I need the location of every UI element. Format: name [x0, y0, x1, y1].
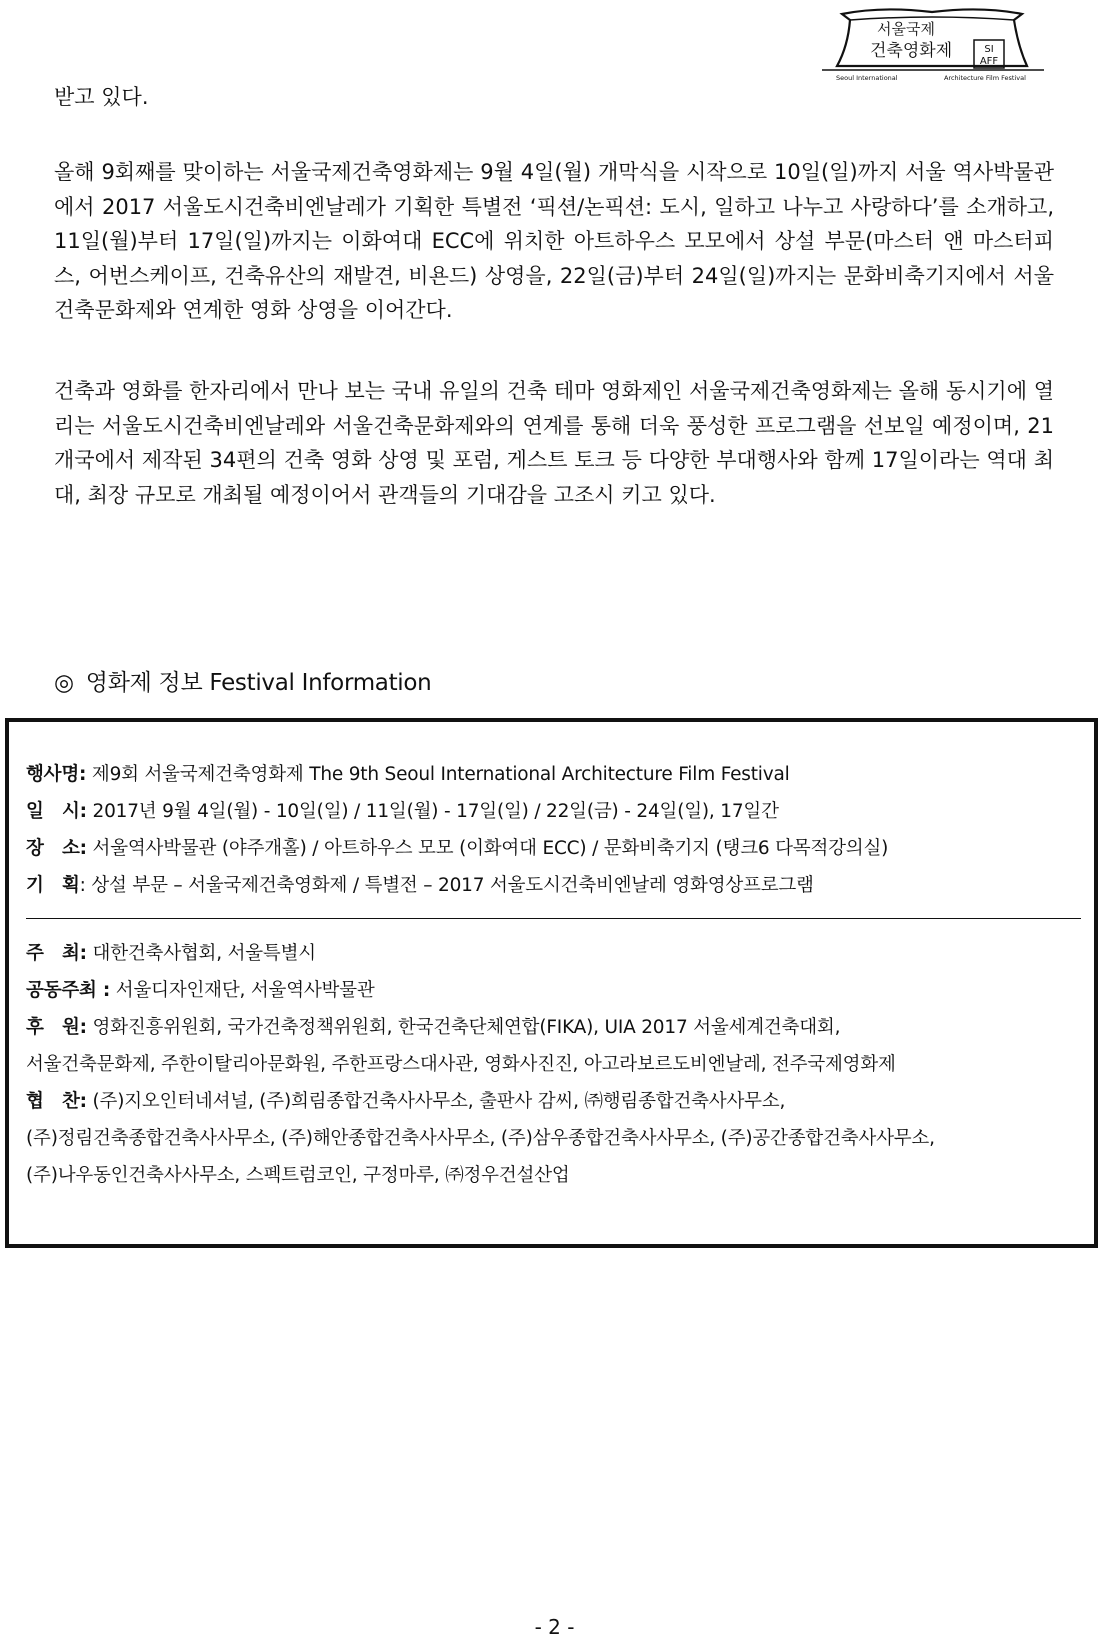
- info-label: 협 찬:: [26, 1091, 87, 1112]
- info-value: 영화진흥위원회, 국가건축정책위원회, 한국건축단체연합(FIKA), UIA 2017 서울세계건축대회,: [86, 1017, 841, 1038]
- festival-info-content: [26, 756, 1081, 1194]
- info-label: 공동주최 :: [26, 980, 111, 1001]
- paragraph-text: 받고 있다.: [54, 85, 149, 109]
- paragraph-text: 건축과 영화를 한자리에서 만나 보는 국내 유일의 건축 테마 영화제인 서울국제건축영화제는 올해 동시기에 열리는 서울도시건축비엔날레와 서울건축문화제와의 연계를 통해 더욱 풍성한 프로그램을 선보일 예정이며, 21개국에서 제작된 34편의 건축 영화 상영 및 포럼, 게스트 토크 등 다양한 부대행사와 함께 17일이라는 역대 최대, 최장 규모로 개최될 예정이어서 관객들의 기대감을 고조시 키고 있다.: [54, 379, 1054, 507]
- info-label: 일 시:: [26, 801, 87, 822]
- info-value: (주)정림건축종합건축사사무소, (주)해안종합건축사사무소, (주)삼우종합건축사사무소, (주)공간종합건축사사무소,: [26, 1128, 935, 1149]
- festival-logo-graphic: [822, 6, 1044, 86]
- paragraph-text: 올해 9회째를 맞이하는 서울국제건축영화제는 9월 4일(월) 개막식을 시작으로 10일(일)까지 서울 역사박물관에서 2017 서울도시건축비엔날레가 기획한 특별전 ‘픽션/논픽션: 도시, 일하고 나누고 사랑하다’를 소개하고, 11일(월)부터 17일(일)까지는 이화여대 ECC에 위치한 아트하우스 모모에서 상설 부문(마스터 앤 마스터피스, 어번스케이프, 건축유산의 재발견, 비욘드) 상영을, 22일(금)부터 24일(일)까지는 문화비축기지에서 서울건축문화제와 연계한 영화 상영을 이어간다.: [54, 160, 1054, 322]
- info-label: 후 원:: [26, 1017, 87, 1038]
- info-value: 서울디자인재단, 서울역사박물관: [110, 980, 375, 1001]
- logo-caption-left: Seoul International: [836, 74, 898, 82]
- info-value: 서울건축문화제, 주한이탈리아문화원, 주한프랑스대사관, 영화사진진, 아고라보르도비엔날레, 전주국제영화제: [26, 1054, 896, 1075]
- info-row-support-cont: [26, 1157, 1081, 1194]
- info-label: 주 최:: [26, 943, 87, 964]
- paragraph-schedule: [54, 155, 1054, 328]
- divider: [26, 918, 1081, 919]
- info-value: (주)나우동인건축사사무소, 스펙트럼코인, 구정마루, ㈜정우건설산업: [26, 1165, 570, 1186]
- section-title-text: 영화제 정보 Festival Information: [85, 670, 432, 696]
- info-row-support-cont: [26, 1120, 1081, 1157]
- info-value: : 상설 부문 – 서울국제건축영화제 / 특별전 – 2017 서울도시건축비엔날레 영화영상프로그램: [79, 875, 814, 896]
- logo-badge-line2: AFF: [979, 56, 999, 67]
- info-value: 서울역사박물관 (야주개홀) / 아트하우스 모모 (이화여대 ECC) / 문화비축기지 (탱크6 다목적강의실): [86, 838, 889, 859]
- info-label: 장 소:: [26, 838, 87, 859]
- logo-title-line2: 건축영화제: [870, 41, 953, 61]
- paragraph-overview: [54, 374, 1054, 512]
- double-circle-icon: ◎: [54, 670, 74, 696]
- info-row-cohost: [26, 972, 1081, 1009]
- info-value: 2017년 9월 4일(월) - 10일(일) / 11일(월) - 17일(일) / 22일(금) - 24일(일), 17일간: [86, 801, 779, 822]
- info-row-event: [26, 756, 1081, 793]
- info-row-venue: [26, 830, 1081, 867]
- page-number: - 2 -: [534, 1615, 575, 1639]
- info-row-host: [26, 935, 1081, 972]
- paragraph-continuation: [54, 80, 1054, 115]
- festival-info-box: [5, 718, 1098, 1248]
- logo-caption-right: Architecture Film Festival: [944, 74, 1026, 82]
- info-value: 대한건축사협회, 서울특별시: [86, 943, 316, 964]
- info-row-date: [26, 793, 1081, 830]
- info-value: 제9회 서울국제건축영화제 The 9th Seoul International Architecture Film Festival: [86, 764, 790, 785]
- info-label: 행사명:: [26, 764, 87, 785]
- info-value: (주)지오인터네셔널, (주)희림종합건축사사무소, 출판사 감씨, ㈜행림종합건축사사무소,: [86, 1091, 786, 1112]
- info-row-support: [26, 1083, 1081, 1120]
- info-row-sponsor: [26, 1009, 1081, 1046]
- section-heading: [54, 666, 431, 700]
- info-row-sponsor-cont: [26, 1046, 1081, 1083]
- logo-badge-line1: SI: [984, 44, 994, 55]
- info-row-planning: [26, 867, 1081, 904]
- festival-logo: [822, 6, 1044, 86]
- info-label: 기 획: [26, 875, 80, 896]
- logo-title-line1: 서울국제: [877, 20, 935, 38]
